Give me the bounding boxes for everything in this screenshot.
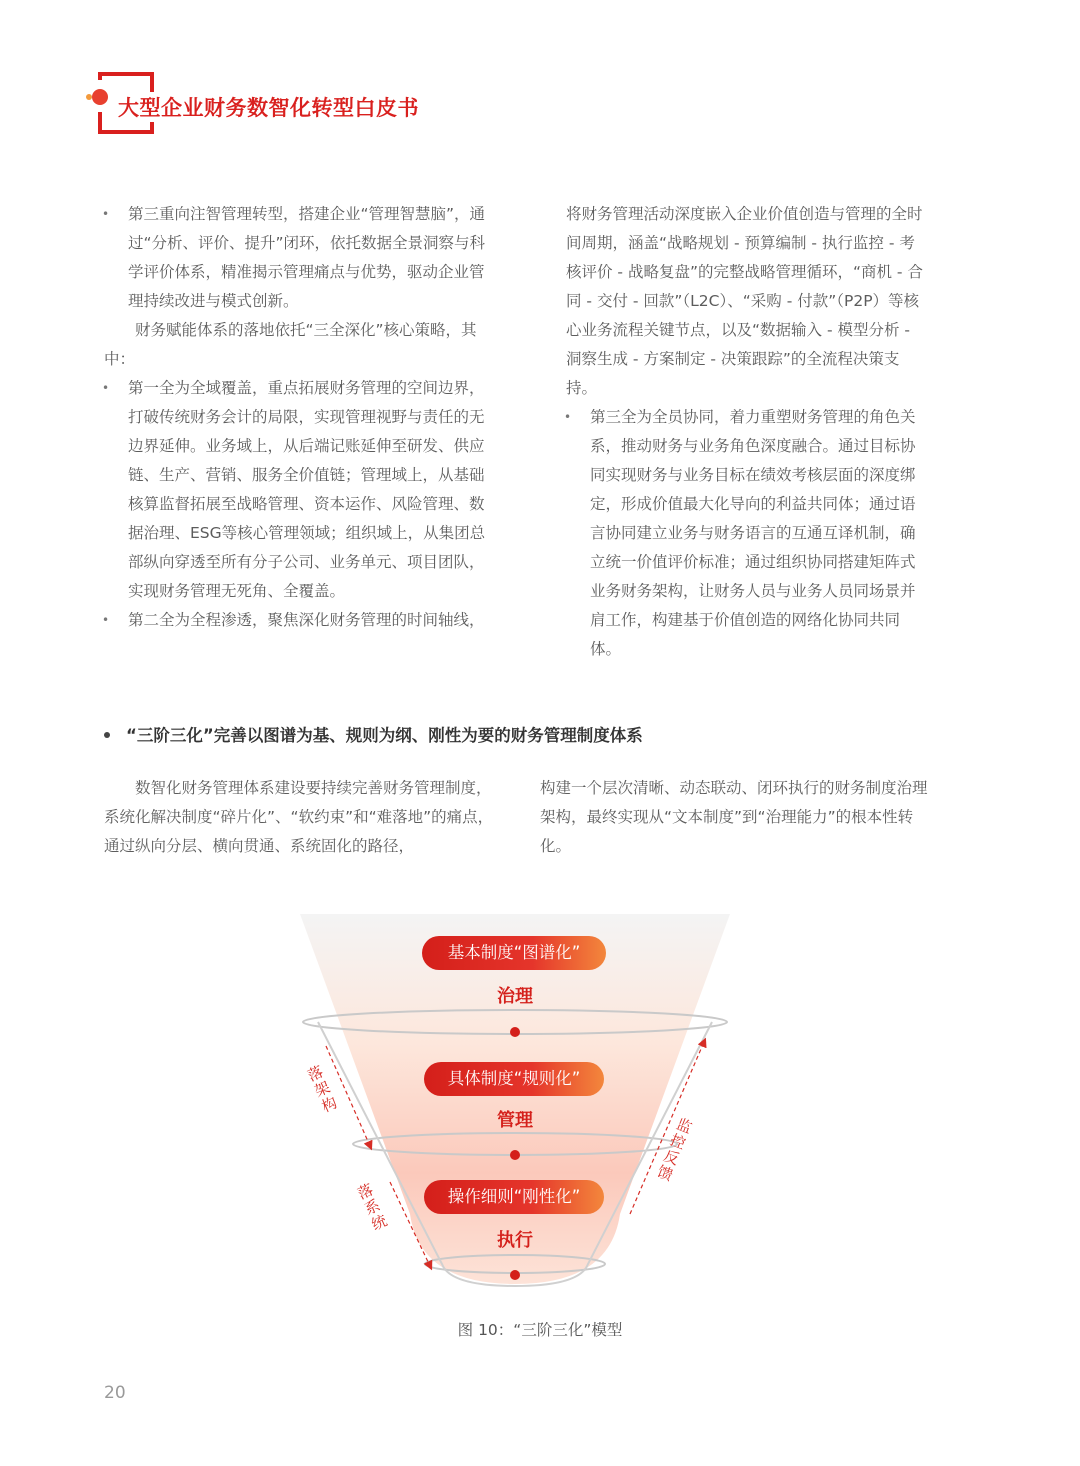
bullet-paragraph: • 第一全为全域覆盖，重点拓展财务管理的空间边界，打破传统财务会计的局限，实现管理视野与责任的无边界延伸。业务域上，从后端记账延伸至研发、供应链、生产、营销、服务全价值链；管理域上，从基础核算监督拓展至战略管理、资本运作、风险管理、数据治理、ESG等核心管理领域；组织域上，从集团总部纵向穿透至所有分子公司、业务单元、项目团队，实现财务管理无死角、全覆盖。 — [104, 374, 492, 606]
bullet-paragraph: • 第三全为全员协同，着力重塑财务管理的角色关系，推动财务与业务角色深度融合。通过目标协同实现财务与业务目标在绩效考核层面的深度绑定，形成价值最大化导向的利益共同体；通过语言协同建立业务与财务语言的互通互译机制，确立统一价值评价标准；通过组织协同搭建矩阵式业务财务架构，让财务人员与业务人员同场景并肩工作，构建基于价值创造的网络化协同共同体。 — [566, 403, 928, 664]
section-right-column — [540, 774, 928, 861]
paragraph: 数智化财务管理体系建设要持续完善财务管理制度，系统化解决制度“碎片化”、“软约束”和“难落地”的痛点，通过纵向分层、横向贯通、系统固化的路径， — [104, 779, 494, 855]
right-arrow-label-feedback: 监控反馈 — [652, 1114, 696, 1185]
bullet-dot-icon — [104, 732, 110, 738]
figure-caption: 图 10：“三阶三化”模型 — [457, 1321, 623, 1339]
document-title: 大型企业财务数智化转型白皮书 — [118, 96, 419, 120]
bullet-paragraph: • 第三重向注智管理转型，搭建企业“管理智慧脑”，通过“分析、评价、提升”闭环，依托数据全景洞察与科学评价体系，精准揭示管理痛点与优势，驱动企业管理持续改进与模式创新。 — [104, 200, 492, 316]
section-heading-text: “三阶三化”完善以图谱为基、规则为纲、刚性为要的财务管理制度体系 — [126, 726, 643, 745]
page-header — [86, 72, 506, 136]
tier-2-badge: 具体制度“规则化” — [424, 1062, 604, 1096]
right-column — [566, 200, 928, 664]
bullet-paragraph: • 第二全为全程渗透，聚焦深化财务管理的时间轴线， — [104, 606, 492, 635]
left-arrow-label-architecture: 落架构 — [303, 1062, 341, 1117]
tier-1-badge: 基本制度“图谱化” — [422, 936, 606, 970]
tier-2-label: 管理 — [497, 1110, 533, 1131]
paragraph: 财务赋能体系的落地依托“三全深化”核心策略，其中： — [104, 321, 477, 368]
left-arrow-label-system: 落系统 — [353, 1180, 391, 1235]
section-left-column — [104, 774, 498, 861]
section-heading — [104, 722, 964, 746]
tier-3-label: 执行 — [497, 1230, 533, 1251]
left-column — [104, 200, 492, 635]
page-number: 20 — [104, 1383, 126, 1403]
tier-3-badge: 操作细则“刚性化” — [424, 1180, 604, 1214]
paragraph: 构建一个层次清晰、动态联动、闭环执行的财务制度治理架构，最终实现从“文本制度”到“治理能力”的根本性转化。 — [540, 779, 928, 855]
tier-1-label: 治理 — [497, 986, 533, 1007]
three-tier-funnel-diagram — [290, 914, 740, 1314]
paragraph: 将财务管理活动深度嵌入企业价值创造与管理的全时间周期，涵盖“战略规划 - 预算编制 - 执行监控 - 考核评价 - 战略复盘”的完整战略管理循环，“商机 - 合同 - 交付 - 回款”（L2C）、“采购 - 付款”（P2P）等核心业务流程关键节点，以及“数据输入 - 模型分析 - 洞察生成 - 方案制定 - 决策跟踪”的全流程决策支持。 — [566, 205, 923, 397]
